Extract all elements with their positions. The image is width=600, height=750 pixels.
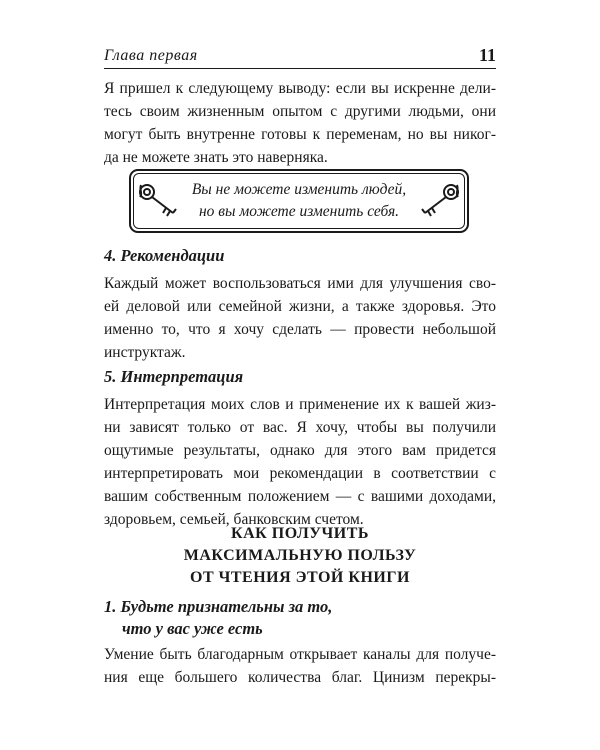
section-title xyxy=(104,523,496,589)
text-line: инструктаж. xyxy=(104,344,186,361)
section-title-line: ОТ ЧТЕНИЯ ЭТОЙ КНИГИ xyxy=(190,569,410,586)
text-line: могут быть внутренне готовы к переменам, но вы никог- xyxy=(104,126,496,143)
text-line: ни зависят только от вас. Я хочу, чтобы вы получили xyxy=(104,419,496,436)
subsection-1-paragraph xyxy=(104,643,496,689)
text-line: тесь своим жизненным опытом с другими людьми, они xyxy=(104,103,496,120)
section-4-paragraph xyxy=(104,272,496,364)
section-title-line: КАК ПОЛУЧИТЬ xyxy=(231,525,369,542)
text-line: ния еще большего количества благ. Цинизм перекры- xyxy=(104,669,496,686)
text-line: здоровьем, семьей, банковским счетом. xyxy=(104,511,364,528)
text-line: Каждый может воспользоваться ими для улучшения сво- xyxy=(104,275,496,292)
text-line: Я пришел к следующему выводу: если вы искренне дели- xyxy=(104,80,496,97)
subsection-1-heading xyxy=(104,596,332,640)
text-line: да не можете знать это наверняка. xyxy=(104,149,328,166)
heading-line: 1. Будьте признательны за то, xyxy=(104,597,333,616)
text-line: ощутимые результаты, однако для этого вам придется xyxy=(104,442,496,459)
text-line: именно то, что я хочу сделать — провести небольшой xyxy=(104,321,496,338)
chapter-name: Глава первая xyxy=(104,47,198,64)
text-line: ей деловой или семейной жизни, а также здоровья. Это xyxy=(104,298,496,315)
header-rule xyxy=(104,68,496,69)
page-number: 11 xyxy=(478,45,496,65)
text-line: интерпретировать мои рекомендации в соответствии с xyxy=(104,465,496,482)
text-line: Умение быть благодарным открывает каналы для получе- xyxy=(104,646,496,663)
quote-box xyxy=(129,169,469,233)
section-title-line: МАКСИМАЛЬНУЮ ПОЛЬЗУ xyxy=(183,547,417,564)
intro-paragraph xyxy=(104,77,496,169)
text-line: Интерпретация моих слов и применение их к вашей жиз- xyxy=(104,396,496,413)
quote-line: Вы не можете изменить людей, xyxy=(191,181,407,198)
heading-line: что у вас уже есть xyxy=(122,619,263,638)
section-5-paragraph xyxy=(104,393,496,531)
quote-line: но вы можете изменить себя. xyxy=(198,203,400,220)
key-icon xyxy=(417,181,461,221)
section-4-heading: 4. Рекомендации xyxy=(104,246,225,265)
running-head xyxy=(104,43,496,69)
text-line: вашим собственным положением — с вашими доходами, xyxy=(104,488,496,505)
section-5-heading: 5. Интерпретация xyxy=(104,367,244,386)
